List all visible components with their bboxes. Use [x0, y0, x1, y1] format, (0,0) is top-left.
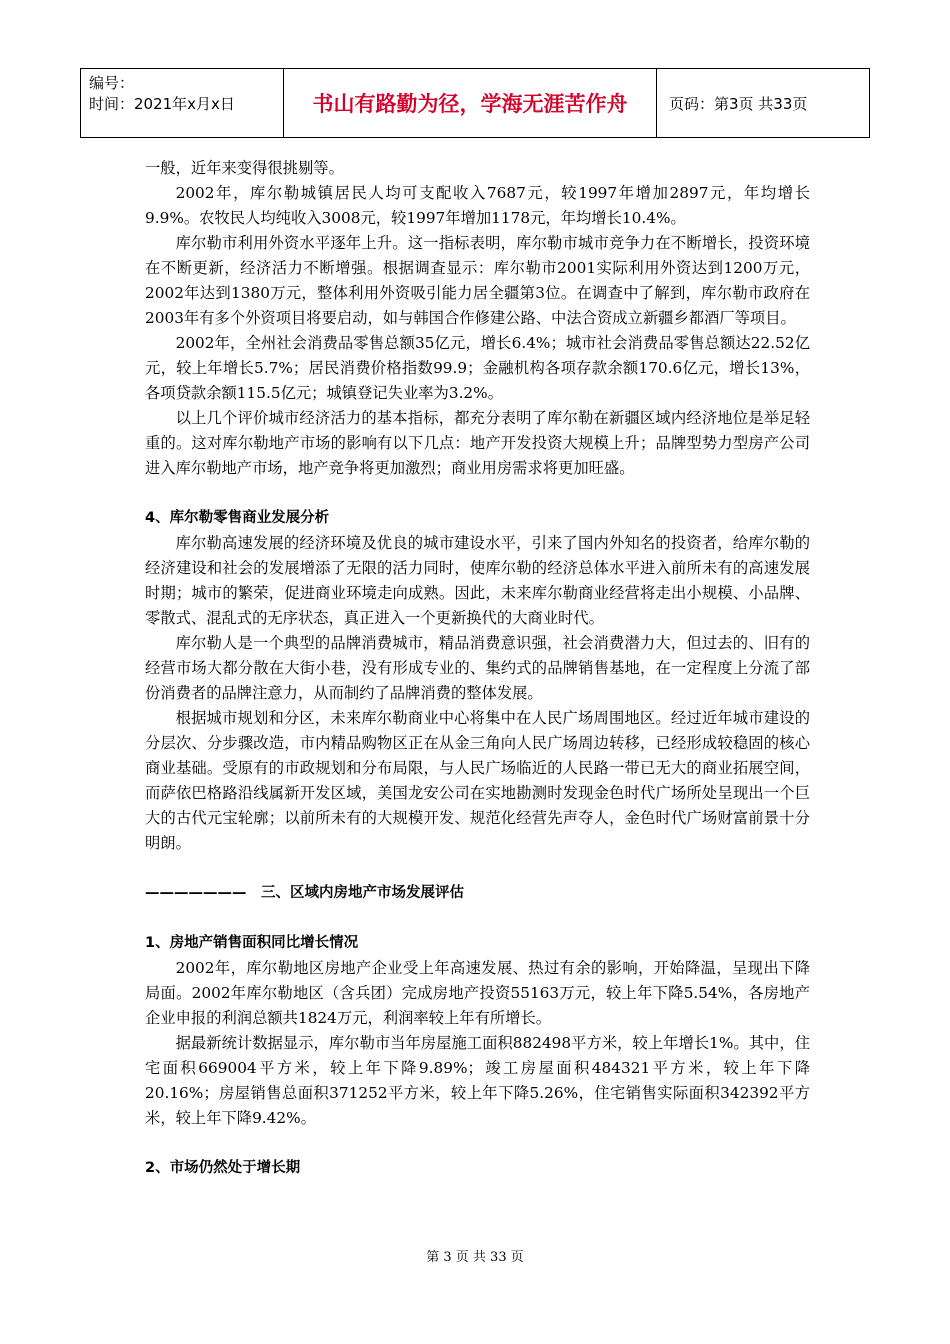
header-meta [81, 69, 284, 137]
paragraph: 以上几个评价城市经济活力的基本指标，都充分表明了库尔勒在新疆区域内经济地位是举足轻重的。这对库尔勒地产市场的影响有以下几点：地产开发投资大规模上升；品牌型势力型房产公司进入库尔勒地产市场，地产竞争将更加激烈；商业用房需求将更加旺盛。 [145, 409, 810, 477]
spacer [145, 856, 810, 881]
paragraph: 库尔勒高速发展的经济环境及优良的城市建设水平，引来了国内外知名的投资者，给库尔勒的经济建设和社会的发展增添了无限的活力同时，使库尔勒的经济总体水平进入前所未有的高速发展时期；城市的繁荣，促进商业环境走向成熟。因此，未来库尔勒商业经营将走出小规模、小品牌、零散式、混乱式的无序状态，真正进入一个更新换代的大商业时代。 [145, 534, 810, 627]
number-label: 编号： [89, 74, 135, 92]
spacer [145, 1131, 810, 1156]
time-label: 时间：2021年x月x日 [89, 95, 235, 113]
section-heading: 1、房地产销售面积同比增长情况 [145, 935, 359, 951]
page-header [80, 68, 870, 138]
document-body [145, 156, 810, 1181]
header-motto: 书山有路勤为径，学海无涯苦作舟 [284, 69, 657, 137]
paragraph: 根据城市规划和分区，未来库尔勒商业中心将集中在人民广场周围地区。经过近年城市建设的分层次、分步骤改造，市内精品购物区正在从金三角向人民广场周边转移，已经形成较稳固的核心商业基础。受原有的市政规划和分布局限，与人民广场临近的人民路一带已无大的商业拓展空间，而萨依巴格路沿线属新开发区域，美国龙安公司在实地勘测时发现金色时代广场所处呈现出一个巨大的古代元宝轮廓；以前所未有的大规模开发、规范化经营先声夺人，金色时代广场财富前景十分明朗。 [145, 709, 810, 852]
spacer [145, 906, 810, 931]
paragraph: 一般，近年来变得很挑剔等。 [145, 159, 344, 177]
paragraph: 库尔勒人是一个典型的品牌消费城市，精品消费意识强，社会消费潜力大，但过去的、旧有的经营市场大都分散在大街小巷，没有形成专业的、集约式的品牌销售基地，在一定程度上分流了部份消费者的品牌注意力，从而制约了品牌消费的整体发展。 [145, 634, 810, 702]
paragraph: 库尔勒市利用外资水平逐年上升。这一指标表明，库尔勒市城市竞争力在不断增长，投资环境在不断更新，经济活力不断增强。根据调查显示：库尔勒市2001实际利用外资达到1200万元，2002年达到1380万元，整体利用外资吸引能力居全疆第3位。在调查中了解到，库尔勒市政府在2003年有多个外资项目将要启动，如与韩国合作修建公路、中法合资成立新疆乡都酒厂等项目。 [145, 234, 810, 327]
paragraph: 据最新统计数据显示，库尔勒市当年房屋施工面积882498平方米，较上年增长1%。其中，住宅面积669004平方米，较上年下降9.89%；竣工房屋面积484321平方米，较上年下降20.16%；房屋销售总面积371252平方米，较上年下降5.26%，住宅销售实际面积342392平方米，较上年下降9.42%。 [145, 1034, 810, 1127]
paragraph: 2002年，库尔勒城镇居民人均可支配收入7687元，较1997年增加2897元，年均增长9.9%。农牧民人均纯收入3008元，较1997年增加1178元，年均增长10.4%。 [145, 184, 810, 227]
header-page-label: 页码：第3页 共33页 [669, 94, 808, 113]
paragraph: 2002年，库尔勒地区房地产企业受上年高速发展、热过有余的影响，开始降温，呈现出下降局面。2002年库尔勒地区（含兵团）完成房地产投资55163万元，较上年下降5.54%，各房地产企业申报的利润总额共1824万元，利润率较上年有所增长。 [145, 959, 810, 1027]
spacer [145, 481, 810, 506]
chapter-heading: ——————— 三、区域内房地产市场发展评估 [145, 885, 464, 901]
paragraph: 2002年，全州社会消费品零售总额35亿元，增长6.4%；城市社会消费品零售总额达22.52亿元，较上年增长5.7%；居民消费价格指数99.9；金融机构各项存款余额170.6亿元，增长13%，各项贷款余额115.5亿元；城镇登记失业率为3.2%。 [145, 334, 810, 402]
section-heading: 4、库尔勒零售商业发展分析 [145, 510, 330, 526]
section-heading: 2、市场仍然处于增长期 [145, 1160, 301, 1176]
page-footer: 第 3 页 共 33 页 [426, 1250, 524, 1265]
